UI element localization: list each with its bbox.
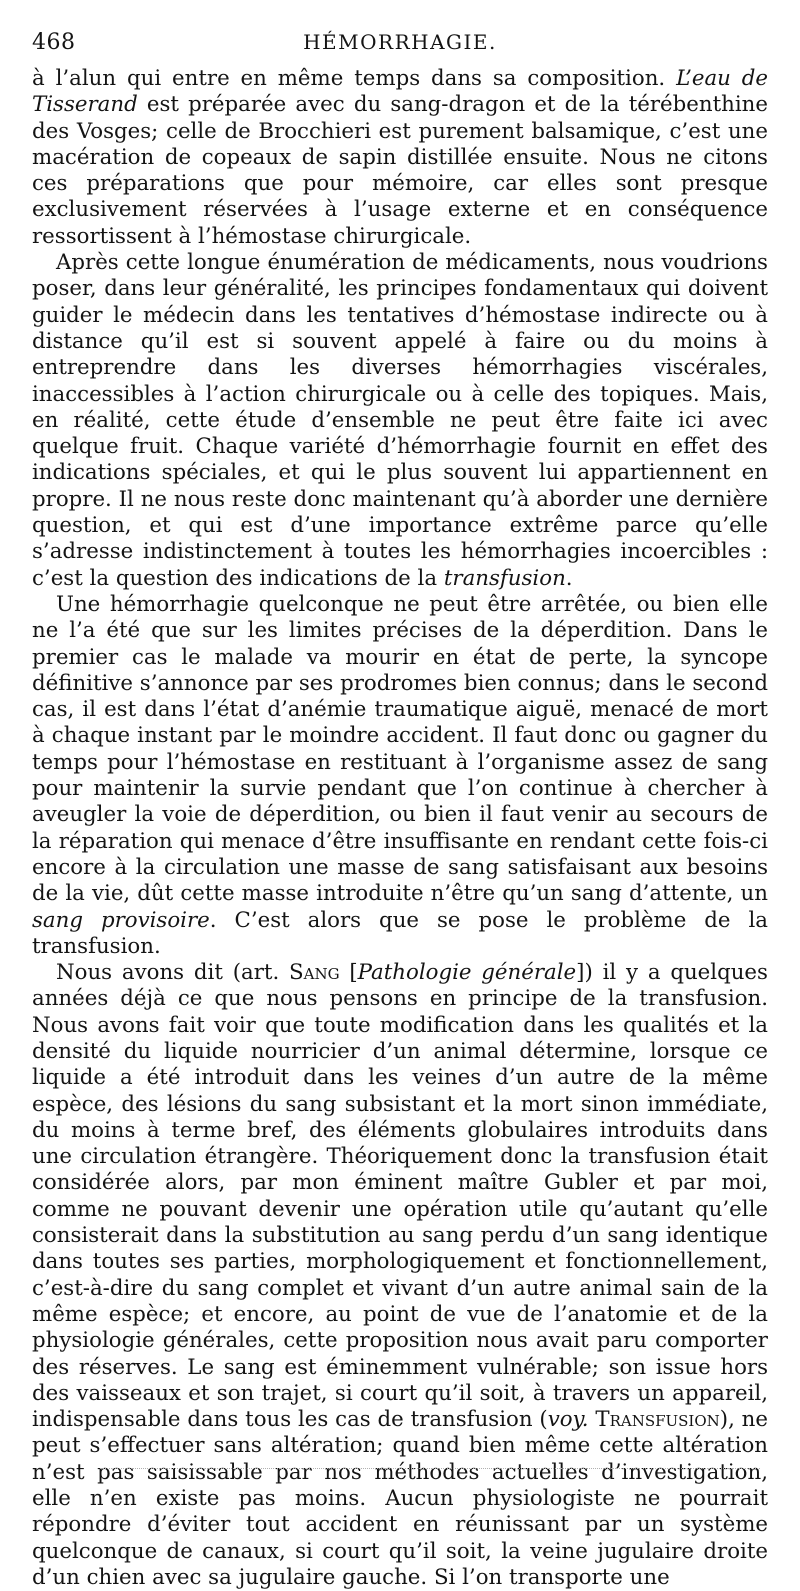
italic-text: L’eau de Tisserand [32,66,768,118]
small-caps-text: Transfusion [595,1407,720,1433]
paragraph [32,66,768,250]
text-run: . C’est alors que se pose le problème de la transfusion. [32,907,769,959]
text-run: ), ne peut s’effectuer sans altération; quand bien même cette altération n’est pas saisissable par nos méthodes actuelles d’investigation, elle n’en existe pas moins. Aucun physiologiste ne pourrait répondre d’éviter tout accident en réunissant par un système quelconque de canaux, si court qu’il soit, la veine jugulaire droite d’un chien avec sa jugulaire gauche. Si l’on transporte une [32,1407,768,1590]
paragraph [32,250,768,592]
small-caps-text: Sang [289,960,340,986]
text-run: Après cette longue énumération de médicaments, nous voudrions poser, dans leur généralité, les principes fondamentaux qui doivent guider le médecin dans les tentatives d’hémostase indirecte ou à distance qu’il est si souvent appelé à faire ou du moins à entreprendre dans les diverses hémorrhagies viscérales, inaccessibles à l’action chirurgicale ou à celle des topiques. Mais, en réalité, cette étude d’ensemble ne peut être faite ici avec quelque fruit. Chaque variété d’hémorrhagie fournit en effet des indications spéciales, et qui le plus souvent lui appartiennent en propre. Il ne nous reste donc maintenant qu’à aborder une dernière question, et qui est d’une importance extrême parce qu’elle s’adresse indistinctement à toutes les hémorrhagies incoercibles : c’est la question des indications de la [32,250,768,591]
italic-text: sang provisoire [32,907,210,933]
paragraph [32,960,768,1591]
running-title: HÉMORRHAGIE. [303,30,497,54]
text-run: [ [339,960,358,986]
text-run: à l’alun qui entre en même temps dans sa composition. [32,66,677,91]
italic-text: voy. [547,1407,589,1433]
italic-text: Pathologie générale [357,960,577,986]
footer-rule [100,1468,760,1469]
text-run: est préparée avec du sang-dragon et de la térébenthine des Vosges; celle de Brocchieri est purement balsamique, c’est une macération de copeaux de sapin distillée ensuite. Nous ne citons ces préparations que pour mémoire, car elles sont presque exclusivement réservées à l’usage externe et en conséquence ressortissent à l’hémostase chirurgicale. [32,92,768,249]
paragraph [32,592,768,960]
text-run: ]) il y a quelques années déjà ce que nous pensons en principe de la transfusion. Nous avons fait voir que toute modification dans les qualités et la densité du liquide nourricier d’un animal détermine, lorsque ce liquide a été introduit dans les veines d’un autre de la même espèce, des lésions du sang subsistant et la mort sinon immédiate, du moins à terme bref, des éléments globulaires introduits dans une circulation étrangère. Théoriquement donc la transfusion était considérée alors, par mon éminent maître Gubler et par moi, comme ne pouvant devenir une opération utile qu’autant qu’elle consisterait dans la substitution au sang perdu d’un sang identique dans toutes ses parties, morphologiquement et fonctionnellement, c’est-à-dire du sang complet et vivant d’un autre animal sain de la même espèce; et encore, au point de vue de l’anatomie et de la physiologie générales, cette proposition nous avait paru comporter des réserves. Le sang est éminemment vulnérable; son issue hors des vaisseaux et son trajet, si court qu’il soit, à travers un appareil, indispensable dans tous les cas de transfusion ( [32,960,768,1433]
italic-text: transfusion [443,565,566,591]
page-header [32,30,768,62]
text-run: Une hémorrhagie quelconque ne peut être arrêtée, ou bien elle ne l’a été que sur les limites précises de la déperdition. Dans le premier cas le malade va mourir en état de perte, la syncope définitive s’annonce par ses prodromes bien connus; dans le second cas, il est dans l’état d’anémie traumatique aiguë, menacé de mort à chaque instant par le moindre accident. Il faut donc ou gagner du temps pour l’hémostase en restituant à l’organisme assez de sang pour maintenir la survie pendant que l’on continue à chercher à aveugler la voie de déperdition, ou bien il faut venir au secours de la réparation qui menace d’être insuffisante en rendant cette fois-ci encore à la circulation une masse de sang satisfaisant aux besoins de la vie, dût cette masse introduite n’être qu’un sang d’attente, un [32,591,768,907]
body-text [32,66,768,1591]
page-number: 468 [32,30,76,55]
text-run: Nous avons dit (art. [56,960,290,986]
text-run: . [565,565,573,591]
